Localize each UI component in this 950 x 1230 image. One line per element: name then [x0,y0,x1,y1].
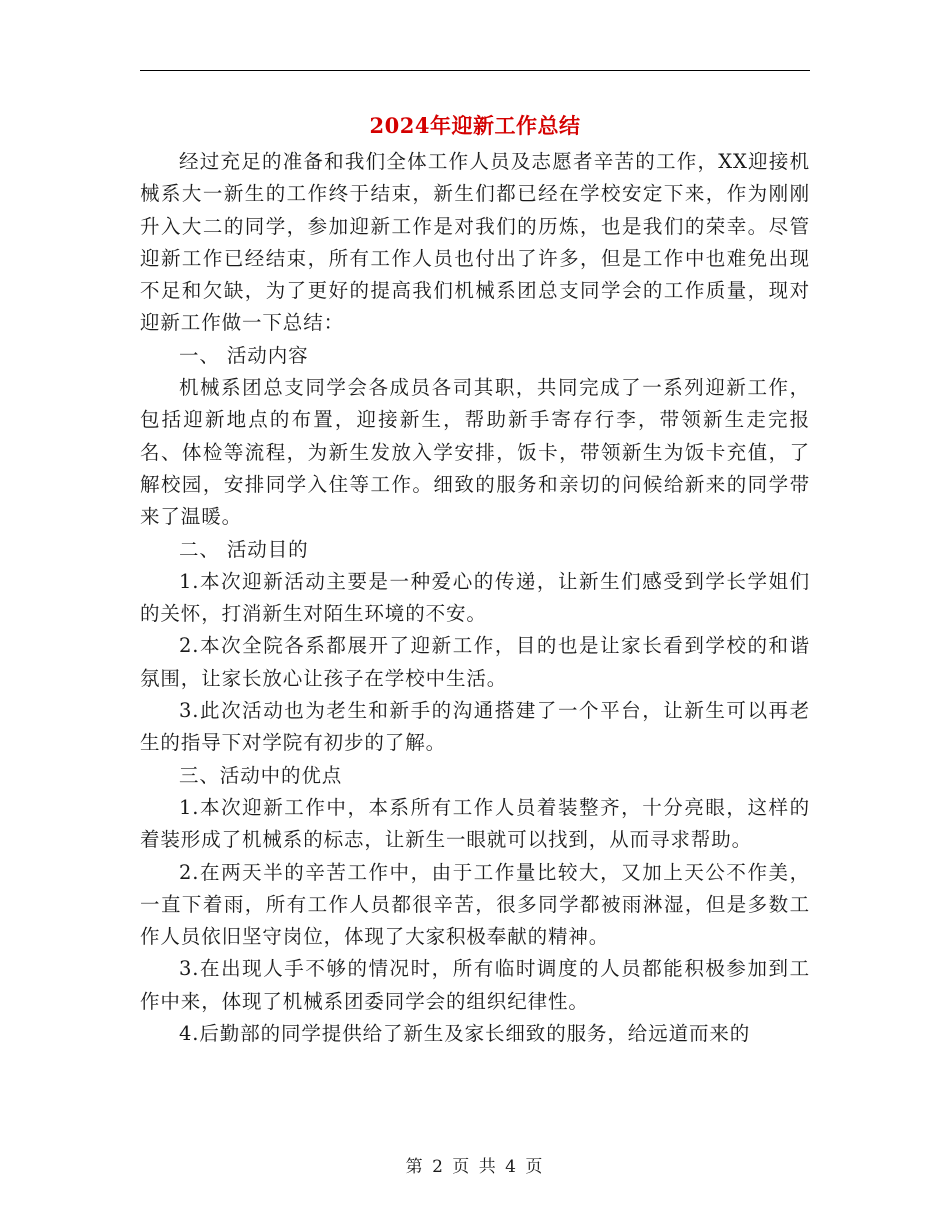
paragraph-advantage-3: 3.在出现人手不够的情况时，所有临时调度的人员都能积极参加到工作中来，体现了机械系团委同学会的组织纪律性。 [140,957,810,1013]
paragraph-intro: 经过充足的准备和我们全体工作人员及志愿者辛苦的工作，XX迎接机械系大一新生的工作终于结束，新生们都已经在学校安定下来，作为刚刚升入大二的同学，参加迎新工作是对我们的历炼，也是我们的荣幸。尽管迎新工作已经结束，所有工作人员也付出了许多，但是工作中也难免出现不足和欠缺，为了更好的提高我们机械系团总支同学会的工作质量，现对迎新工作做一下总结： [140,150,810,335]
paragraph-purpose-1: 1.本次迎新活动主要是一种爱心的传递，让新生们感受到学长学姐们的关怀，打消新生对陌生环境的不安。 [140,569,810,626]
page-number-footer: 第 2 页 共 4 页 [405,1157,545,1177]
document-title: 2024年迎新工作总结 [369,113,581,138]
header-rule [140,70,810,71]
paragraph-purpose-2: 2.本次全院各系都展开了迎新工作，目的也是让家长看到学校的和谐氛围，让家长放心让孩子在学校中生活。 [140,634,810,690]
paragraph-purpose-3: 3.此次活动也为老生和新手的沟通搭建了一个平台，让新生可以再老生的指导下对学院有初步的了解。 [140,699,810,755]
document-body [140,146,810,1050]
section-heading-activity-purpose: 二、 活动目的 [179,537,309,561]
section-heading-advantages: 三、活动中的优点 [179,763,343,787]
paragraph-activity-content: 机械系团总支同学会各成员各司其职，共同完成了一系列迎新工作，包括迎新地点的布置，迎接新生，帮助新手寄存行李，带领新生走完报名、体检等流程，为新生发放入学安排，饭卡，带领新生为饭卡充值，了解校园，安排同学入住等工作。细致的服务和亲切的问候给新来的同学带来了温暖。 [140,376,810,529]
paragraph-advantage-1: 1.本次迎新工作中，本系所有工作人员着装整齐，十分亮眼，这样的着装形成了机械系的标志，让新生一眼就可以找到，从而寻求帮助。 [140,795,810,852]
section-heading-activity-content: 一、 活动内容 [179,343,309,367]
paragraph-advantage-4: 4.后勤部的同学提供给了新生及家长细致的服务，给远道而来的 [179,1022,751,1046]
paragraph-advantage-2: 2.在两天半的辛苦工作中，由于工作量比较大，又加上天公不作美，一直下着雨，所有工作人员都很辛苦，很多同学都被雨淋湿，但是多数工作人员依旧坚守岗位，体现了大家积极奉献的精神。 [140,860,810,949]
